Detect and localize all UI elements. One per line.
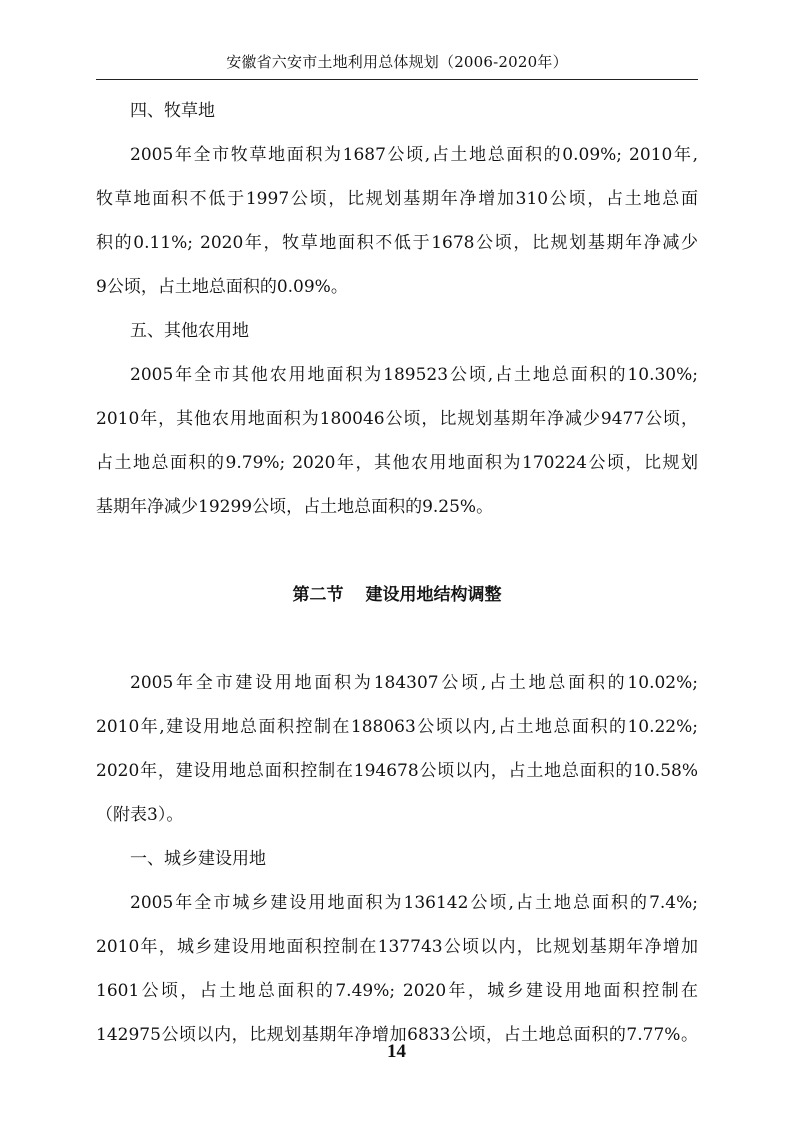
paragraph-line: 9公顷，占土地总面积的0.09%。: [96, 277, 348, 297]
heading-urban-rural-construction-land: 一、城乡建设用地: [130, 849, 266, 869]
paragraph-line: 积的0.11%; 2020年，牧草地面积不低于1678公顷，比规划基期年净减少: [96, 233, 698, 253]
spacer: [96, 529, 698, 573]
paragraph-line: 基期年净减少19299公顷，占土地总面积的9.25%。: [96, 497, 494, 517]
heading-other-agricultural-land: 五、其他农用地: [130, 321, 249, 341]
paragraph-line: （附表3）。: [96, 805, 184, 825]
section-title-text: 建设用地结构调整: [365, 585, 502, 605]
paragraph-line: 2005年全市城乡建设用地面积为136142公顷,占土地总面积的7.4%;: [130, 893, 698, 913]
section-title: [96, 573, 698, 617]
paragraph-line: 2005年全市其他农用地面积为189523公顷,占土地总面积的10.30%;: [130, 365, 698, 385]
section-number: 第二节: [292, 585, 344, 605]
paragraph-line: 142975公顷以内，比规划基期年净增加6833公顷，占土地总面积的7.77%。: [96, 1025, 698, 1045]
page-body: [96, 89, 698, 1057]
paragraph-line: 2010年，其他农用地面积为180046公顷，比规划基期年净减少9477公顷，: [96, 409, 698, 429]
paragraph-line: 2005年全市建设用地面积为184307公顷,占土地总面积的10.02%;: [130, 673, 698, 693]
header-rule: [96, 79, 698, 80]
paragraph-line: 牧草地面积不低于1997公顷，比规划基期年净增加310公顷，占土地总面: [96, 189, 698, 209]
paragraph-line: 占土地总面积的9.79%; 2020年，其他农用地面积为170224公顷，比规划: [96, 453, 698, 473]
paragraph-line: 2020年，建设用地总面积控制在194678公顷以内，占土地总面积的10.58%: [96, 761, 698, 781]
heading-pasture: 四、牧草地: [130, 101, 215, 121]
paragraph-line: 2010年，城乡建设用地面积控制在137743公顷以内，比规划基期年净增加: [96, 937, 698, 957]
page-number: 14: [387, 1041, 406, 1062]
paragraph-line: 2010年,建设用地总面积控制在188063公顷以内,占土地总面积的10.22%;: [96, 717, 698, 737]
paragraph-line: 2005年全市牧草地面积为1687公顷,占土地总面积的0.09%; 2010年,: [130, 145, 698, 165]
paragraph-line: 1601公顷，占土地总面积的7.49%; 2020年，城乡建设用地面积控制在: [96, 981, 698, 1001]
spacer: [96, 617, 698, 661]
running-header: 安徽省六安市土地利用总体规划（2006-2020年）: [226, 53, 568, 71]
